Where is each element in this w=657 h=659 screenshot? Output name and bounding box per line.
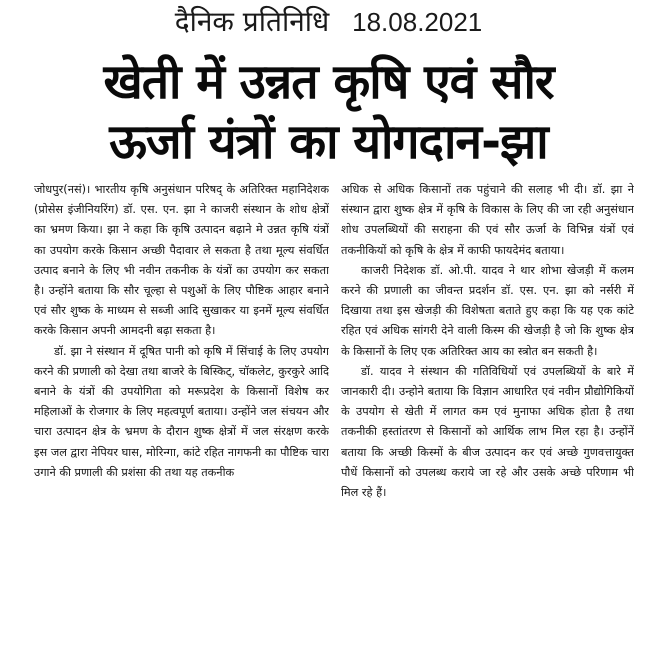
article-paragraph: काजरी निदेशक डॉ. ओ.पी. यादव ने थार शोभा खेजड़ी में कलम करने की प्रणाली का जीवन्त प्रदर्शन डॉ. एस. एन. झा को नर्सरी में दिखाया तथा इस खेजड़ी की विशेषता बताते हुए कहा कि यह एक कांटे रहित एवं अधिक सांगरी देने वाली किस्म की खेजड़ी है जो कि शुष्क क्षेत्र के किसानों के लिए एक अतिरिक्त आय का स्त्रोत बन सकती है। <box>341 263 634 358</box>
article-column-right <box>341 180 634 650</box>
article-column-left <box>34 180 329 650</box>
article-paragraph: जोधपुर(नसं)। भारतीय कृषि अनुसंधान परिषद् के अतिरिक्त महानिदेशक (प्रोसेस इंजीनियरिंग) डॉ. एस. एन. झा ने काजरी संस्थान के शोध क्षेत्रों का भ्रमण किया। झा ने कहा कि कृषि उत्पादन बढ़ाने मे उन्नत कृषि यंत्रों का उपयोग करके किसान अच्छी पैदावार ले सकता है तथा मूल्य संवर्धित उत्पाद बनाने के लिए भी नवीन तकनीक के यंत्रों का उपयोग कर सकता है। उन्होंने बताया कि सौर चूल्हा से पशुओं के लिए पौष्टिक आहार बनाने एवं सौर शुष्क के माध्यम से सब्जी आदि सुखाकर या इनमें मूल्य संवर्धित करके किसान अपनी आमदनी बढ़ा सकता है। <box>34 183 329 338</box>
publication-name: दैनिक प्रतिनिधि <box>174 5 330 38</box>
article-body <box>34 180 634 650</box>
article-paragraph: डॉ. झा ने संस्थान में दूषित पानी को कृषि में सिंचाई के लिए उपयोग करने की प्रणाली को देखा तथा बाजरे के बिस्किट्, चॉकलेट, कुरकुरे आदि बनाने के यंत्रों की उपयोगिता को मरूप्रदेश के किसानों विशेष कर महिलाओं के रोजगार के लिए महत्वपूर्ण बताया। उन्होंने जल संचयन और चारा उत्पादन क्षेत्र के भ्रमण के दौरान शुष्क क्षेत्रों में जल संरक्षण करके इस जल द्वारा नेपियर घास, मोरिन्गा, कांटे रहित नागफनी का पौष्टिक चारा उगाने की प्रणाली की प्रशंसा की तथा यह तकनीक <box>34 344 329 479</box>
masthead <box>0 4 657 40</box>
article-paragraph: डॉ. यादव ने संस्थान की गतिविधियों एवं उपलब्धियों के बारे में जानकारी दी। उन्होने बताया कि विज्ञान आधारित एवं नवीन प्रौद्योगिकियों के उपयोग से खेती में लागत कम एवं मुनाफा अधिक होता है तथा तकनीकी हस्तांतरण से किसानों को आर्थिक लाभ मिल रहा है। उन्होंनें बताया कि अच्छी किस्मों के बीज उत्पादन कर एवं अच्छे गुणवत्तायुक्त पौधें किसानों को उपलब्ध कराये जा रहे और उसके अच्छे परिणाम भी मिल रहे हैं। <box>341 364 634 500</box>
article-paragraph: अधिक से अधिक किसानों तक पहुंचाने की सलाह भी दी। डॉ. झा ने संस्थान द्वारा शुष्क क्षेत्र में कृषि के विकास के लिए की जा रही अनुसंधान शोध उपलब्धियों की सराहना की एवं सौर ऊर्जा के विभिन्न यंत्रों एवं तकनीकियों को कृषि के क्षेत्र में काफी फायदेमंद बताया। <box>341 183 634 257</box>
publication-date: 18.08.2021 <box>352 7 483 37</box>
headline-line-1: खेती में उन्नत कृषि एवं सौर <box>103 54 554 110</box>
headline-line-2: ऊर्जा यंत्रों का योगदान-झा <box>109 114 548 170</box>
article-headline <box>0 52 657 172</box>
